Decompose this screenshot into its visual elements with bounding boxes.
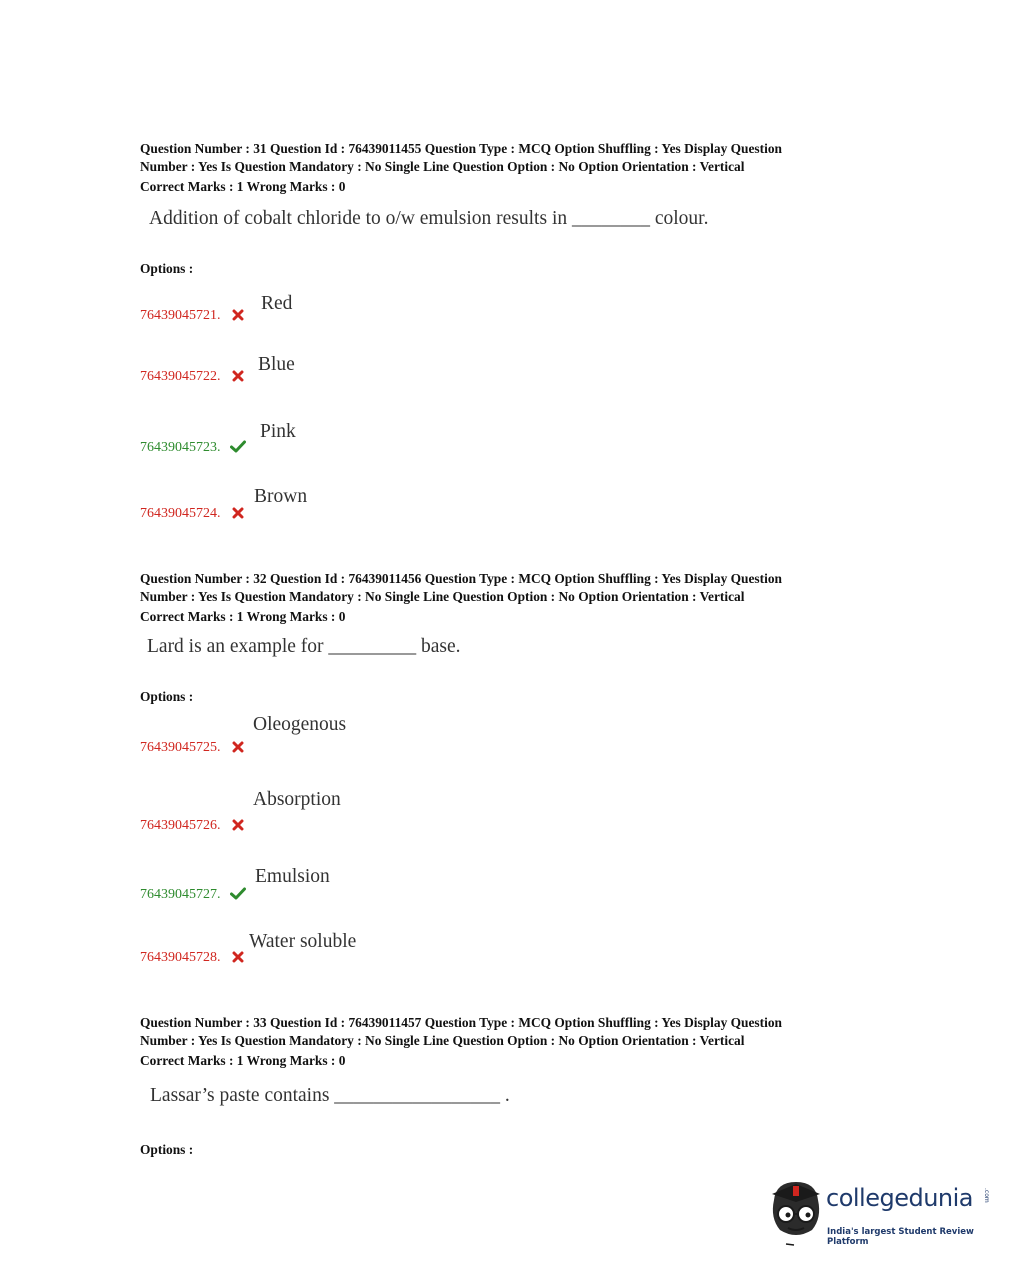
cross-icon (232, 818, 244, 836)
option-text: Water soluble (249, 931, 357, 952)
question-32-text: Lard is an example for _________ base. (147, 636, 461, 657)
meta-line: Question Number : 31 Question Id : 76439011455 Question Type : MCQ Option Shuffling : Yes Display Question (140, 141, 782, 156)
option-id: 76439045723. (140, 440, 221, 455)
option-id: 76439045725. (140, 740, 221, 755)
option-id: 76439045724. (140, 506, 221, 521)
meta-line: Correct Marks : 1 Wrong Marks : 0 (140, 609, 346, 624)
meta-line: Number : Yes Is Question Mandatory : No Single Line Question Option : No Option Orientation : Vertical (140, 589, 745, 604)
cross-icon (232, 308, 244, 326)
question-32-meta (140, 570, 880, 626)
meta-line: Number : Yes Is Question Mandatory : No Single Line Question Option : No Option Orientation : Vertical (140, 1033, 745, 1048)
check-icon (230, 440, 246, 458)
question-33-text: Lassar’s paste contains _________________ . (150, 1085, 510, 1106)
option-id: 76439045728. (140, 950, 221, 965)
option-id: 76439045727. (140, 887, 221, 902)
options-label: Options : (140, 1142, 194, 1157)
question-31-text: Addition of cobalt chloride to o/w emulsion results in ________ colour. (149, 208, 709, 229)
option-text: Brown (254, 486, 308, 507)
cross-icon (232, 369, 244, 387)
option-text: Red (261, 293, 293, 314)
logo-tagline: India's largest Student Review Platform (827, 1227, 974, 1247)
meta-line: Question Number : 33 Question Id : 76439011457 Question Type : MCQ Option Shuffling : Yes Display Question (140, 1015, 782, 1030)
collegedunia-logo (766, 1178, 996, 1248)
option-text: Pink (260, 421, 296, 442)
options-label: Options : (140, 689, 194, 704)
option-id: 76439045721. (140, 308, 221, 323)
option-text: Emulsion (255, 866, 330, 887)
meta-line: Correct Marks : 1 Wrong Marks : 0 (140, 1053, 346, 1068)
options-label: Options : (140, 261, 194, 276)
question-31-meta (140, 140, 880, 196)
option-text: Oleogenous (253, 714, 347, 735)
option-text: Blue (258, 354, 295, 375)
meta-line: Question Number : 32 Question Id : 76439011456 Question Type : MCQ Option Shuffling : Yes Display Question (140, 571, 782, 586)
option-id: 76439045722. (140, 369, 221, 384)
cross-icon (232, 950, 244, 968)
meta-line: Correct Marks : 1 Wrong Marks : 0 (140, 179, 346, 194)
cross-icon (232, 506, 244, 524)
logo-com: .com (983, 1188, 990, 1203)
question-33-meta (140, 1014, 880, 1070)
logo-wordmark: collegedunia (826, 1184, 974, 1212)
mascot-icon (766, 1178, 826, 1248)
option-text: Absorption (253, 789, 341, 810)
check-icon (230, 887, 246, 905)
option-id: 76439045726. (140, 818, 221, 833)
cross-icon (232, 740, 244, 758)
meta-line: Number : Yes Is Question Mandatory : No Single Line Question Option : No Option Orientation : Vertical (140, 159, 745, 174)
